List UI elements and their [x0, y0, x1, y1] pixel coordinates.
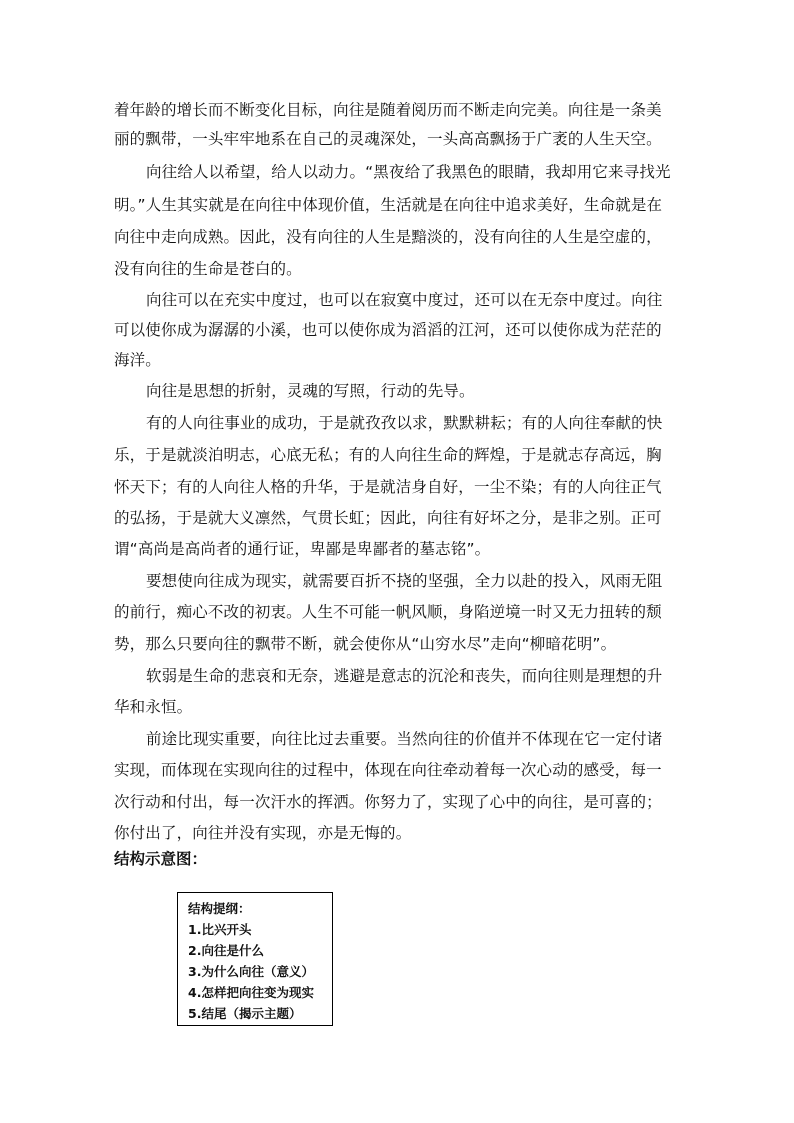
paragraph-line: 向往给人以希望，给人以动力。“黑夜给了我黑色的眼睛，我却用它来寻找光 — [146, 163, 671, 181]
paragraph-line: 前途比现实重要，向往比过去重要。当然向往的价值并不体现在它一定付诸 — [146, 730, 663, 748]
paragraph-line: 丽的飘带，一头牢牢地系在自己的灵魂深处，一头高高飘扬于广袤的人生天空。 — [114, 130, 662, 148]
paragraph-line: 有的人向往事业的成功，于是就孜孜以求，默默耕耘；有的人向往奉献的快 — [146, 414, 663, 432]
paragraph-line: 谓“高尚是高尚者的通行证，卑鄙是卑鄙者的墓志铭”。 — [114, 540, 491, 558]
paragraph-line: 怀天下；有的人向往人格的升华，于是就洁身自好，一尘不染；有的人向往正气 — [114, 478, 662, 496]
paragraph-line: 乐，于是就淡泊明志，心底无私；有的人向往生命的辉煌，于是就志存高远，胸 — [114, 446, 662, 464]
paragraph-line: 的弘扬，于是就大义凛然，气贯长虹；因此，向往有好坏之分，是非之别。正可 — [114, 509, 662, 527]
paragraph-line: 实现，而体现在实现向往的过程中，体现在向往牵动着每一次心动的感受，每一 — [114, 761, 662, 779]
paragraph-line: 着年龄的增长而不断变化目标，向往是随着阅历而不断走向完美。向往是一条美 — [114, 101, 662, 119]
paragraph-line: 要想使向往成为现实，就需要百折不挠的坚强，全力以赴的投入，风雨无阻 — [146, 572, 663, 590]
outline-box — [177, 892, 333, 1026]
outline-item: 4.怎样把向往变为现实 — [188, 985, 314, 1000]
outline-item: 5.结尾（揭示主题） — [188, 1006, 302, 1021]
outline-item: 1.比兴开头 — [188, 922, 252, 937]
paragraph-line: 华和永恒。 — [114, 698, 193, 716]
paragraph-line: 向往是思想的折射，灵魂的写照，行动的先导。 — [146, 382, 475, 400]
outline-title: 结构提纲： — [188, 901, 251, 916]
paragraph-line: 向往可以在充实中度过，也可以在寂寞中度过，还可以在无奈中度过。向往 — [146, 291, 663, 309]
paragraph-line: 明。”人生其实就是在向往中体现价值，生活就是在向往中追求美好，生命就是在 — [114, 196, 663, 214]
outline-item: 3.为什么向往（意义） — [188, 964, 314, 979]
outline-item: 2.向往是什么 — [188, 943, 264, 958]
paragraph-line: 次行动和付出，每一次汗水的挥洒。你努力了，实现了心中的向往，是可喜的； — [114, 793, 662, 811]
paragraph-line: 势，那么只要向往的飘带不断，就会使你从“山穷水尽”走向“柳暗花明”。 — [114, 635, 617, 653]
paragraph-line: 你付出了，向往并没有实现，亦是无悔的。 — [114, 824, 412, 842]
paragraph-line: 没有向往的生命是苍白的。 — [114, 260, 302, 278]
paragraph-line: 海洋。 — [114, 351, 161, 369]
paragraph-line: 向往中走向成熟。因此，没有向往的人生是黯淡的，没有向往的人生是空虚的， — [114, 228, 662, 246]
structure-heading: 结构示意图： — [114, 850, 208, 868]
paragraph-line: 的前行，痴心不改的初衷。人生不可能一帆风顺，身陷逆境一时又无力扭转的颓 — [114, 603, 662, 621]
paragraph-line: 可以使你成为潺潺的小溪，也可以使你成为滔滔的江河，还可以使你成为茫茫的 — [114, 321, 662, 339]
paragraph-line: 软弱是生命的悲哀和无奈，逃避是意志的沉沦和丧失，而向往则是理想的升 — [146, 667, 663, 685]
